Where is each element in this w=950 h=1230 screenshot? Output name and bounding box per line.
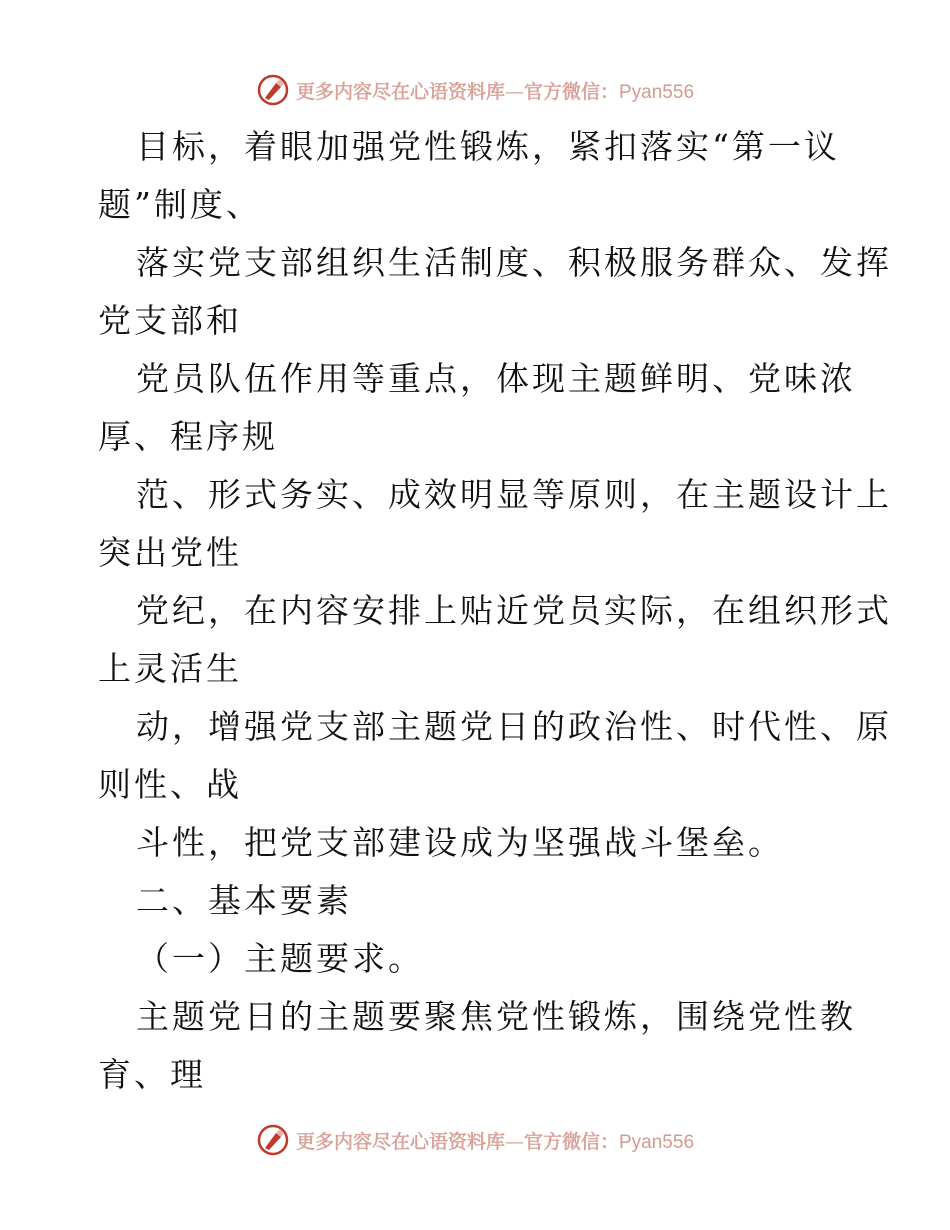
header-watermark bbox=[0, 70, 950, 110]
pen-nib-circle-icon bbox=[256, 73, 290, 107]
footer-watermark bbox=[0, 1120, 950, 1160]
text-line: 党纪，在内容安排上贴近党员实际，在组织形式 bbox=[136, 591, 892, 630]
pen-nib-circle-icon bbox=[256, 1123, 290, 1157]
text-line: 二、基本要素 bbox=[136, 881, 352, 920]
document-body bbox=[98, 118, 892, 1104]
text-line: 党支部和 bbox=[98, 301, 242, 340]
watermark-separator: — bbox=[504, 80, 524, 103]
text-line: 育、理 bbox=[98, 1055, 206, 1094]
text-line: （一）主题要求。 bbox=[136, 939, 424, 978]
text-line: 厚、程序规 bbox=[98, 417, 278, 456]
text-line: 则性、战 bbox=[98, 765, 242, 804]
text-line: 题”制度、 bbox=[98, 185, 262, 224]
watermark-suffix: 官方微信： bbox=[523, 80, 619, 103]
text-line: 动，增强党支部主题党日的政治性、时代性、原 bbox=[136, 707, 892, 746]
text-line: 突出党性 bbox=[98, 533, 242, 572]
watermark-main: 更多内容尽在心语资料库 bbox=[295, 80, 505, 103]
watermark-text bbox=[296, 77, 694, 104]
text-line: 党员队伍作用等重点，体现主题鲜明、党味浓 bbox=[136, 359, 856, 398]
watermark-handle: Pyan556 bbox=[619, 81, 695, 103]
watermark-text bbox=[296, 1127, 694, 1154]
text-line: 上灵活生 bbox=[98, 649, 242, 688]
text-line: 范、形式务实、成效明显等原则，在主题设计上 bbox=[136, 475, 892, 514]
text-line: 主题党日的主题要聚焦党性锻炼，围绕党性教 bbox=[136, 997, 856, 1036]
text-line: 斗性，把党支部建设成为坚强战斗堡垒。 bbox=[136, 823, 784, 862]
watermark-separator: — bbox=[504, 1130, 524, 1153]
watermark-suffix: 官方微信： bbox=[523, 1130, 619, 1153]
watermark-handle: Pyan556 bbox=[619, 1131, 695, 1153]
watermark-main: 更多内容尽在心语资料库 bbox=[295, 1130, 505, 1153]
text-line: 落实党支部组织生活制度、积极服务群众、发挥 bbox=[136, 243, 892, 282]
text-line: 目标，着眼加强党性锻炼，紧扣落实“第一议 bbox=[136, 127, 840, 166]
